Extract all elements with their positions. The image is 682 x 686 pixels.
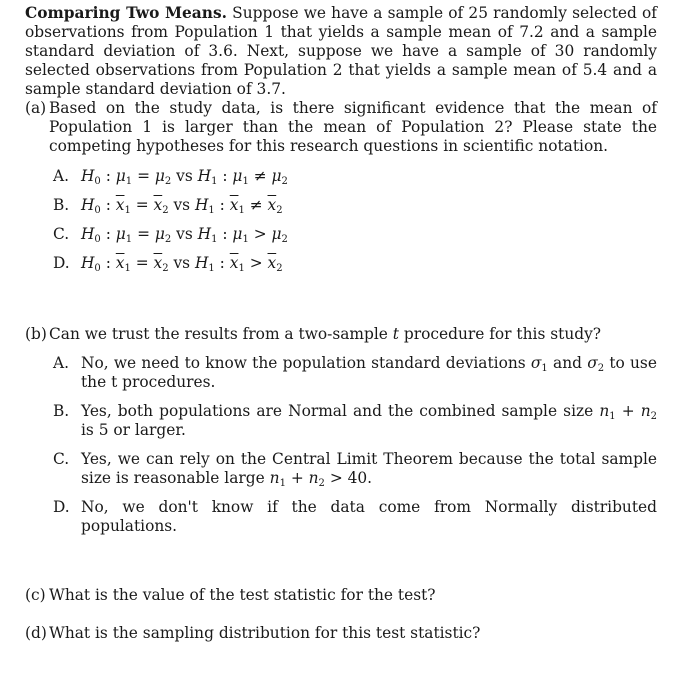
part-d-question (25, 624, 657, 643)
part-a-label: (a) (25, 99, 47, 117)
option-letter: B. (53, 402, 70, 420)
option-letter: C. (53, 450, 70, 468)
option-letter: C. (53, 225, 70, 243)
part-d-text: What is the sampling distribution for this test statistic? (49, 624, 481, 642)
option-letter: A. (53, 167, 70, 185)
problem-page (25, 4, 657, 643)
part-a-text: Based on the study data, is there significant evidence that the mean of Population 1 is larger than the mean of Population 2? Please state the competing hypotheses for this research questions in scientific notation. (49, 99, 657, 155)
part-b-option[interactable]: A. No, we need to know the population standard deviations $\sigma_1$ and $\sigma_2$ to use the t procedures. (53, 354, 657, 391)
hypothesis-text: $H_0$ : $\overline{x}_1 = \overline{x}_2$ vs $H_1$ : $\overline{x}_1 > \overline{x}_2$ (81, 254, 283, 274)
part-d-label: (d) (25, 624, 47, 642)
part-c-question (25, 586, 657, 605)
option-text: Yes, both populations are Normal and the combined sample size (81, 402, 594, 420)
option-letter: D. (53, 498, 70, 516)
hypothesis-text: $H_0$ : $\overline{x}_1 = \overline{x}_2$ vs $H_1$ : $\overline{x}_1 \ne \overline{x}_2$ (81, 196, 283, 216)
problem-intro (25, 4, 657, 99)
part-a-question (25, 99, 657, 156)
part-b-text-pre: Can we trust the results from a two-sample (49, 325, 388, 343)
part-b-options (53, 354, 657, 536)
part-b-option[interactable]: B. Yes, both populations are Normal and the combined sample size $n_1 + n_2$ is 5 or larger. (53, 402, 657, 439)
problem-intro-text: Suppose we have a sample of 25 randomly selected of observations from Population 1 that yields a sample mean of 7.2 and a sample standard deviation of 3.6. Next, suppose we have a sample of 30 randomly selected observations from Population 2 that yields a sample mean of 5.4 and a sample standard deviation of 3.7. (25, 4, 657, 98)
option-text: Yes, we can rely on the Central Limit Theorem because the total sample size is reasonable large (81, 450, 657, 487)
option-text: is 5 or larger. (81, 421, 186, 439)
part-b-text-post: procedure for this study? (403, 325, 602, 343)
part-b-text-var: t (392, 325, 399, 343)
part-a-option[interactable] (53, 196, 657, 225)
hypothesis-text: $H_0$ : $\mu_1 = \mu_2$ vs $H_1$ : $\mu_1 \ne \mu_2$ (81, 167, 288, 187)
part-b-option[interactable]: C. Yes, we can rely on the Central Limit Theorem because the total sample size is reasonable large $n_1 + n_2 > 40$. (53, 450, 657, 489)
part-a-options (53, 167, 657, 283)
option-text: and (553, 354, 582, 372)
part-b-label: (b) (25, 325, 47, 343)
part-c-label: (c) (25, 586, 46, 604)
option-letter: B. (53, 196, 70, 214)
part-b-question (25, 325, 657, 344)
part-b-option[interactable] (53, 498, 657, 536)
option-text: No, we don't know if the data come from Normally distributed populations. (81, 498, 657, 535)
option-letter: A. (53, 354, 70, 372)
part-a-option[interactable] (53, 254, 657, 283)
option-text: No, we need to know the population standard deviations (81, 354, 526, 372)
hypothesis-text: $H_0$ : $\mu_1 = \mu_2$ vs $H_1$ : $\mu_1 > \mu_2$ (81, 225, 288, 245)
part-c-text: What is the value of the test statistic for the test? (49, 586, 436, 604)
part-a-option[interactable] (53, 167, 657, 196)
option-text: to use the t procedures. (81, 354, 657, 391)
part-a-option[interactable] (53, 225, 657, 254)
option-letter: D. (53, 254, 70, 272)
problem-title: Comparing Two Means. (25, 4, 227, 22)
